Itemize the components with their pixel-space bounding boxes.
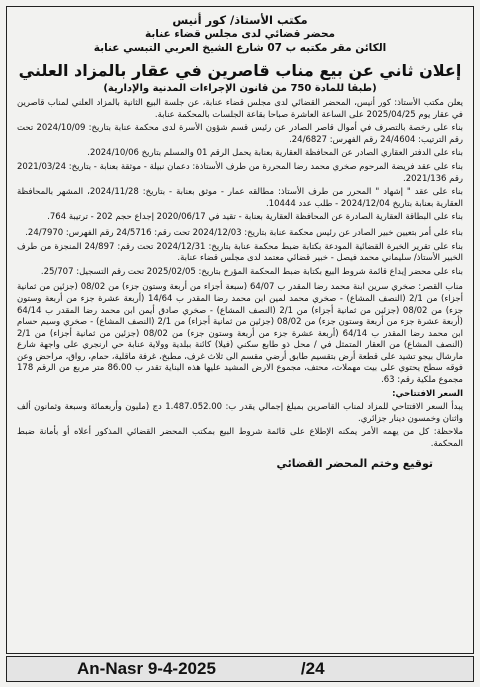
paragraph-expert-order: بناء على أمر بتعيين خبير الصادر عن رئيس محكمة عنابة بتاريخ: 2024/12/03 تحت رقم: 24/5716 رقم الفهرس: 24/7970. — [25, 227, 463, 238]
notice-header — [17, 13, 463, 55]
newspaper-date: An-Nasr 9-4-2025 — [77, 659, 216, 678]
notice-title: إعلان ثاني عن بيع مناب قاصرين في عقار بالمزاد العلني — [18, 61, 462, 80]
paragraph-inheritance-deed: بناء على عقد فريضة المرحوم صخري محمد رضا المحررة من طرف الأستاذة: دعمان نبيلة - موثقة بعنابة - بتاريخ: 2021/03/24 رقم 2021/136. — [17, 161, 463, 184]
paragraph-expert-report: بناء على تقرير الخبرة القضائية المودعة بكتابة ضبط محكمة عنابة بتاريخ: 2024/12/31 تحت رقم: 24/897 المنجزة من طرف الخبير الأستاذ/ سليماني محمد فيصل - خبير قضائي معتمد لدى مجلس قضاء عنابة. — [17, 241, 463, 264]
notice-subtitle: (طبقا للمادة 750 من قانون الإجراءات المدنية والإدارية) — [103, 83, 377, 94]
page-footer — [6, 656, 474, 682]
paragraph-opening-price: يبدأ السعر الافتتاحي للمزاد لمناب القاصرين بمبلغ إجمالي يقدر ب: 1.487.052.00 دج (مليون وأربعمائة وسبعة وثمانون ألف واثنان وخمسون دينار جزائري. — [17, 402, 463, 424]
page-number: /24 — [300, 659, 325, 678]
notice-body — [17, 98, 463, 451]
paragraph-announcement: يعلن مكتب الأستاذ: كور أنيس، المحضر القضائي لدى مجلس قضاء عنابة، عن جلسة البيع الثانية بالمزاد العلني لمناب قاصرين في عقار يوم 2025/04/25 على الساعة العاشرة صباحا بقاعة الجلسات بالمحكمة عنابة. — [17, 98, 463, 120]
paragraph-sale-conditions: بناء على محضر إيداع قائمة شروط البيع بكتابة ضبط المحكمة المؤرخ بتاريخ: 2025/02/05 تحت رقم التسجيل: 25/707. — [40, 266, 463, 277]
legal-notice-frame — [6, 6, 474, 654]
paragraph-land-book: بناء على الدفتر العقاري الصادر عن المحافظة العقارية بعنابة يحمل الرقم 01 والمسلم بتاريخ 2024/10/06. — [87, 148, 463, 159]
bailiff-title: محضر قضائي لدى مجلس قضاء عنابة — [144, 28, 336, 40]
paragraph-land-card: بناء على البطاقة العقارية الصادرة عن المحافظة العقارية بعنابة - تقيد في 2020/06/17 إجداع حجم 202 - ترتيبة 764. — [47, 212, 463, 223]
opening-price-heading: السعر الافتتاحي: — [392, 388, 463, 399]
paragraph-property-shares: مناب القصر: صخري سرين ابنة محمد رضا المقدر ب 64/07 (سبعة أجزاء من أربعة وستون جزء) من 08/02 (جزئين من ثمانية أجزاء) من 2/1 (النصف المشاع) - صخري محمد لمين ابن محمد رضا المقدر ب 14/64 (أربعة عشرة جزء من أربعة وستون جزء) من 08/02 (جزئين من ثمانية أجزاء) من 2/1 (النصف المشاع) - صخري صادق أيمن ابن محمد رضا المقدر ب 64/14 (أربعة عشرة جزء من أربعة وستون جزء) من 08/02 (جزئين من ثمانية أجزاء) من 2/1 (النصف المشاع) - صخري وسيم حسام ابن محمد رضا المقدر ب 64/14 (أربعة عشرة جزء من أربعة وستون جزء) من 08/02 (جزئين من ثمانية أجزاء) من 2/1 (النصف المشاع) من العقار المتمثل في / محل ذو طابع سكني (فيلا) كائنة ببلدية وولاية عنابة حي ارنجري على واجهة شارع مارشال بيجو تشيد على قطعة أرض بتقسيم طابق أرضي مقسم الى ثلاث غرف، مطبخ، غرفة ماقلية، حمام، رواق، مراحض وعن فوقه سطح يحتوي على بيت مهملات، محتف، مجموع الارض المشيد عليها هذه البناية تقدر ب 86.00 متر مربع من الرقم 178 مجموع ملكية رقم: 63. — [17, 282, 463, 386]
paragraph-note: ملاحظة: كل من يهمه الأمر يمكنه الإطلاع على قائمة شروط البيع بمكتب المحضر القضائي المذكور أعلاه أو بأمانة ضبط المحكمة. — [17, 427, 463, 450]
office-address: الكائن مقر مكتبه ب 07 شارع الشيخ العربي التبسي عنابة — [93, 42, 387, 54]
paragraph-license: بناء على رخصة بالتصرف في أموال قاصر الصادر عن رئيس قسم شؤون الأسرة لدى محكمة عنابة بتاريخ: 2024/10/09 تحت رقم الترتيب: 24/4604 رقم الفهرس: 24/6827. — [17, 123, 463, 145]
bailiff-office-name: مكتب الأستاذ/ كور أنيس — [172, 13, 308, 27]
signature-line: توقيع وختم المحضر القضائي — [276, 456, 433, 470]
paragraph-attestation-deed: بناء على عقد " إشهاد " المحرر من طرف الأستاذ: مطالقه عمار - موثق بعنابة - بتاريخ: 2024/11/28، المشهر بالمحافظة العقارية بعنابة بتاريخ 2024/12/04 - طلب عدد 10444. — [17, 187, 463, 209]
